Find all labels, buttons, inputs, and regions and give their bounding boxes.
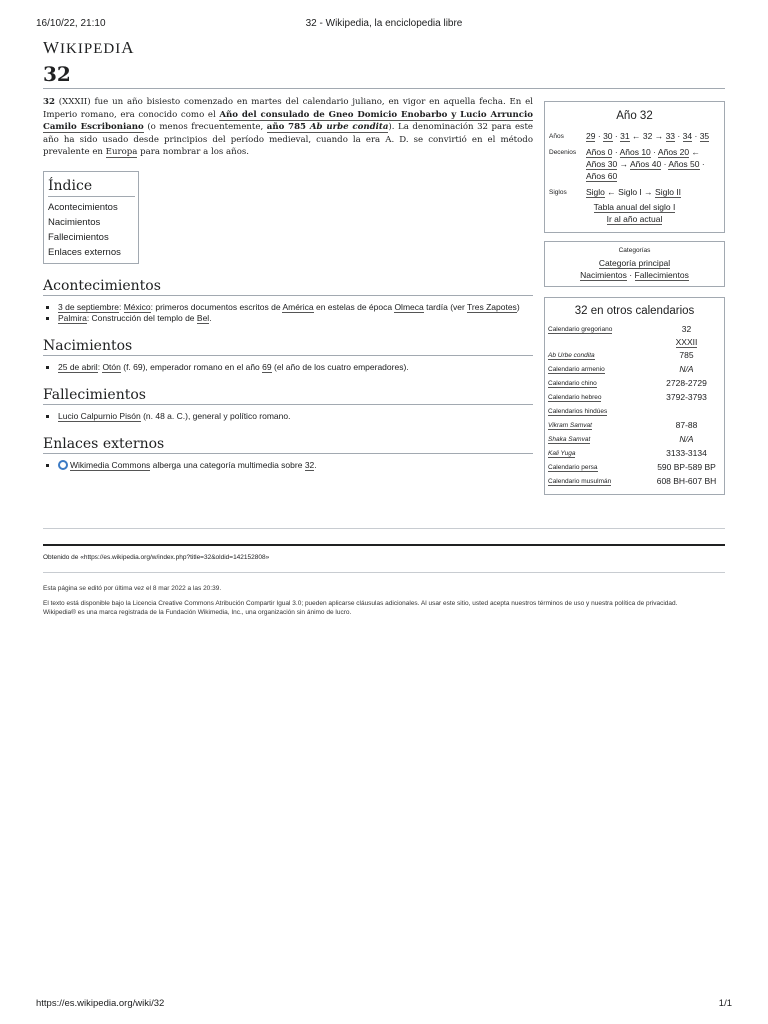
print-page-title: 32 - Wikipedia, la enciclopedia libre [305, 18, 463, 29]
footer-text [43, 584, 725, 617]
link-anos-20[interactable]: Años 20 [657, 147, 690, 157]
print-page-number: 1/1 [718, 998, 732, 1009]
list-fallecimientos [43, 411, 533, 422]
current-year: 32 [642, 131, 653, 141]
table-row: Shaka Samvat N/A [548, 434, 694, 444]
heading-acontecimientos: Acontecimientos [43, 278, 533, 296]
link-anos-30[interactable]: Años 30 [586, 159, 618, 169]
link-palmira[interactable]: Palmira [58, 312, 87, 323]
link-ano-30[interactable]: 30 [603, 131, 613, 141]
intro-paragraph: 32 (XXXII) fue un año bisiesto comenzado en martes del calendario juliano, en vigor en aquella fecha. En el Imperio romano, era conocido como el Año del consulado de Gneo Domicio Enobarbo y Lucio Arruncio Camilo Escriboniano (o menos frecuentemente, año 785 Ab urbe condita). La denominación 32 para este año ha sido usado desde principios del período medieval, cuando la era A. D. se convirtió en el método prevalente en Europa para nombrar a los años. [43, 97, 533, 157]
footer-divider [43, 528, 725, 529]
link-cal-ab-urbe-condita[interactable]: Ab Urbe condita [548, 352, 595, 359]
table-of-contents [43, 171, 139, 264]
link-cat-nacimientos[interactable]: Nacimientos [580, 270, 627, 280]
link-anos-0[interactable]: Años 0 [586, 147, 613, 157]
table-row: Calendario armenio N/A [548, 364, 694, 374]
link-69[interactable]: 69 [262, 361, 272, 372]
link-cat-fallecimientos[interactable]: Fallecimientos [634, 270, 689, 280]
link-ano-34[interactable]: 34 [682, 131, 693, 141]
list-acontecimientos [43, 302, 533, 324]
table-row: Calendario hebreo 3792-3793 [548, 392, 707, 402]
row-anos: Años 29 · 30 · 31 ← 32 → 33 · 34 · 35 [549, 131, 710, 141]
table-row: Kali Yuga 3133-3134 [548, 448, 707, 458]
link-tres-zapotes[interactable]: Tres Zapotes [467, 301, 517, 312]
link-siglo-ii[interactable]: Siglo II [655, 187, 682, 197]
link-europa[interactable]: Europa [105, 147, 138, 157]
table-row: Calendario persa 590 BP-589 BP [548, 462, 716, 472]
list-nacimientos [43, 362, 533, 373]
link-cal-gregoriano[interactable]: Calendario gregoriano [548, 326, 613, 333]
table-row: Vikram Samvat 87-88 [548, 420, 698, 430]
link-cal-shaka-samvat[interactable]: Shaka Samvat [548, 436, 591, 443]
infobox-calendarios-title: 32 en otros calendarios [574, 305, 695, 317]
infobox-calendarios [544, 297, 725, 495]
link-3-septiembre[interactable]: 3 de septiembre [58, 301, 119, 312]
link-cal-hindues[interactable]: Calendarios hindúes [548, 408, 608, 415]
link-ano-33[interactable]: 33 [665, 131, 676, 141]
link-lucio-calpurnio-pison[interactable]: Lucio Calpurnio Pisón [58, 410, 141, 421]
infobox-ano-title: Año 32 [616, 110, 653, 122]
list-item: ▪ 3 de septiembre: México: primeros documentos escritos de América en estelas de época Olmeca tardía (ver Tres Zapotes) [58, 302, 533, 313]
heading-nacimientos: Nacimientos [43, 338, 533, 356]
table-row: Calendario gregoriano 32 XXXII [548, 324, 698, 347]
link-olmeca[interactable]: Olmeca [394, 301, 424, 312]
row-siglos: Siglos Siglo ← Siglo I → Siglo II [549, 187, 682, 197]
retrieved-from: Obtenido de «https://es.wikipedia.org/w/index.php?title=32&oldid=142152808» [43, 554, 270, 561]
link-mexico[interactable]: México [123, 301, 151, 312]
link-anos-40[interactable]: Años 40 [629, 159, 662, 169]
wikipedia-logo[interactable]: WIKIPEDIA [43, 38, 135, 57]
list-item: ▪ Lucio Calpurnio Pisón (n. 48 a. C.), general y político romano. [58, 411, 533, 422]
list-enlaces-externos [43, 460, 533, 471]
footer-divider-2 [43, 572, 725, 573]
link-ano-actual[interactable]: Ir al año actual [606, 214, 663, 224]
link-ano-31[interactable]: 31 [620, 131, 630, 141]
link-25-abril[interactable]: 25 de abril [58, 361, 98, 372]
toc-title: Índice [48, 178, 135, 197]
link-ano-785[interactable]: año 785 Ab urbe condita [266, 122, 389, 132]
link-cal-chino[interactable]: Calendario chino [548, 380, 597, 387]
table-row: Ab Urbe condita 785 [548, 350, 694, 360]
link-categoria-principal[interactable]: Categoría principal [598, 258, 671, 268]
link-anos-60[interactable]: Años 60 [586, 171, 618, 181]
footer-divider-bold [43, 544, 725, 546]
toc-item-nacimientos[interactable]: Nacimientos [48, 216, 101, 228]
license-text: El texto está disponible bajo la Licencia Creative Commons Atribución Compartir Igual 3.0; pueden aplicarse cláusulas adicionales. Al usar este sitio, usted acepta nuestros términos de uso y nuestra política de privacidad. [43, 600, 678, 607]
toc-item-enlaces-externos[interactable]: Enlaces externos [48, 246, 121, 258]
page-title: 32 [43, 62, 725, 89]
link-bel[interactable]: Bel [196, 312, 210, 323]
print-url: https://es.wikipedia.org/wiki/32 [36, 998, 165, 1009]
article-content [43, 96, 533, 471]
link-wikimedia-commons[interactable]: Wikimedia Commons [70, 459, 151, 470]
list-item: ▪ Palmira: Construcción del templo de Bel. [58, 313, 533, 324]
link-ano-29[interactable]: 29 [586, 131, 596, 141]
categorias-label: Categorías [618, 247, 651, 254]
link-cal-kali-yuga[interactable]: Kali Yuga [548, 450, 576, 457]
toc-item-fallecimientos[interactable]: Fallecimientos [48, 231, 109, 243]
calendar-table [545, 323, 724, 489]
print-header [36, 18, 732, 30]
trademark-text: Wikipedia® es una marca registrada de la Fundación Wikimedia, Inc., una organización sin ánimo de lucro. [43, 609, 352, 616]
link-commons-32[interactable]: 32 [304, 459, 315, 470]
list-item: ▪ 25 de abril: Otón (f. 69), emperador romano en el año 69 (el año de los cuatro emperadores). [58, 362, 533, 373]
link-cal-persa[interactable]: Calendario persa [548, 464, 598, 471]
toc-item-acontecimientos[interactable]: Acontecimientos [48, 201, 118, 213]
last-edited: Esta página se editó por última vez el 8 mar 2022 a las 20:39. [43, 585, 222, 592]
link-cal-vikram-samvat[interactable]: Vikram Samvat [548, 422, 592, 429]
link-cal-hebreo[interactable]: Calendario hebreo [548, 394, 602, 401]
link-cal-musulman[interactable]: Calendario musulmán [548, 478, 612, 485]
link-anos-50[interactable]: Años 50 [668, 159, 700, 169]
list-item: ▪ Wikimedia Commons alberga una categoría multimedia sobre 32. [58, 460, 533, 471]
table-row: Calendario musulmán 608 BH-607 BH [548, 476, 717, 486]
table-row [545, 405, 724, 419]
infobox-categorias: Categorías Categoría principal Nacimientos · Fallecimientos [544, 241, 725, 287]
link-ano-35[interactable]: 35 [699, 131, 710, 141]
link-consulado[interactable]: Año del consulado de Gneo Domicio Enobarbo y Lucio Arruncio Camilo Escriboniano [43, 109, 533, 132]
link-tabla-anual[interactable]: Tabla anual del siglo I [593, 202, 676, 212]
link-siglo[interactable]: Siglo [586, 187, 605, 197]
print-datetime: 16/10/22, 21:10 [36, 18, 106, 29]
link-america[interactable]: América [282, 301, 314, 312]
link-oton[interactable]: Otón [102, 361, 121, 372]
infobox-ano [544, 101, 725, 233]
row-decenios: Decenios Años 0 · Años 10 · Años 20 ← Años 30 → Años 40 · Años 50 · Años 60 [549, 147, 705, 181]
heading-enlaces-externos: Enlaces externos [43, 436, 533, 454]
link-anos-10[interactable]: Años 10 [619, 147, 651, 157]
table-row: Calendario chino 2728-2729 [548, 378, 707, 388]
wikimedia-commons-icon [58, 460, 68, 470]
heading-fallecimientos: Fallecimientos [43, 387, 533, 405]
print-footer [36, 998, 732, 1010]
link-cal-armenio[interactable]: Calendario armenio [548, 366, 605, 373]
